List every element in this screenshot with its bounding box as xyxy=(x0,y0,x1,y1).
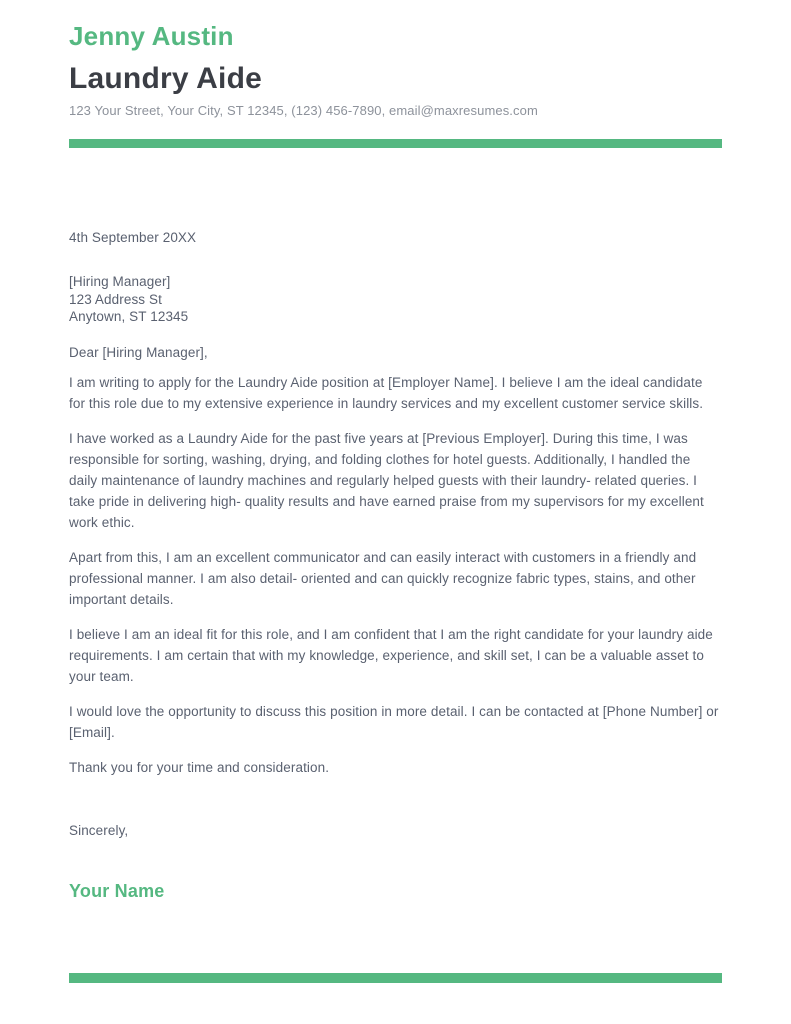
body-paragraph-3: Apart from this, I am an excellent communicator and can easily interact with customers in a friendly and professional manner. I am also detail- oriented and can quickly recognize fabric types, stains, and other important details. xyxy=(69,549,697,607)
body-paragraph-4: I believe I am an ideal fit for this role, and I am confident that I am the right candidate for your laundry aide requirements. I am certain that with my knowledge, experience, and skill set, I can be a valuable asset to your team. xyxy=(69,626,713,684)
letter-body xyxy=(69,227,722,903)
recipient-line: 123 Address St xyxy=(69,291,162,307)
body-paragraph-6: Thank you for your time and consideration. xyxy=(69,759,330,775)
letter-header xyxy=(69,22,722,148)
body-paragraph-2: I have worked as a Laundry Aide for the past five years at [Previous Employer]. During this time, I was responsible for sorting, washing, drying, and folding clothes for hotel guests. Additionally, I handled the daily maintenance of laundry machines and regularly helped guests with their laundry- related queries. I take pride in delivering high- quality results and have earned praise from my supervisors for my excellent work ethic. xyxy=(69,430,704,530)
applicant-name: Jenny Austin xyxy=(69,21,234,51)
recipient-line: [Hiring Manager] xyxy=(69,274,171,290)
body-paragraph-5: I would love the opportunity to discuss this position in more detail. I can be contacted at [Phone Number] or [Email]. xyxy=(69,703,719,740)
recipient-line: Anytown, ST 12345 xyxy=(69,309,189,325)
salutation: Dear [Hiring Manager], xyxy=(69,344,208,360)
letter-date: 4th September 20XX xyxy=(69,230,197,246)
signature-name: Your Name xyxy=(69,880,165,901)
job-title: Laundry Aide xyxy=(69,61,262,95)
body-paragraph-1: I am writing to apply for the Laundry Aide position at [Employer Name]. I believe I am the ideal candidate for this role due to my extensive experience in laundry services and my excellent customer service skills. xyxy=(69,374,704,411)
closing: Sincerely, xyxy=(69,822,129,838)
recipient-address xyxy=(69,273,722,326)
header-divider-bar xyxy=(69,139,722,148)
footer-divider-bar xyxy=(69,973,722,983)
contact-info: 123 Your Street, Your City, ST 12345, (123) 456-7890, email@maxresumes.com xyxy=(69,103,538,119)
